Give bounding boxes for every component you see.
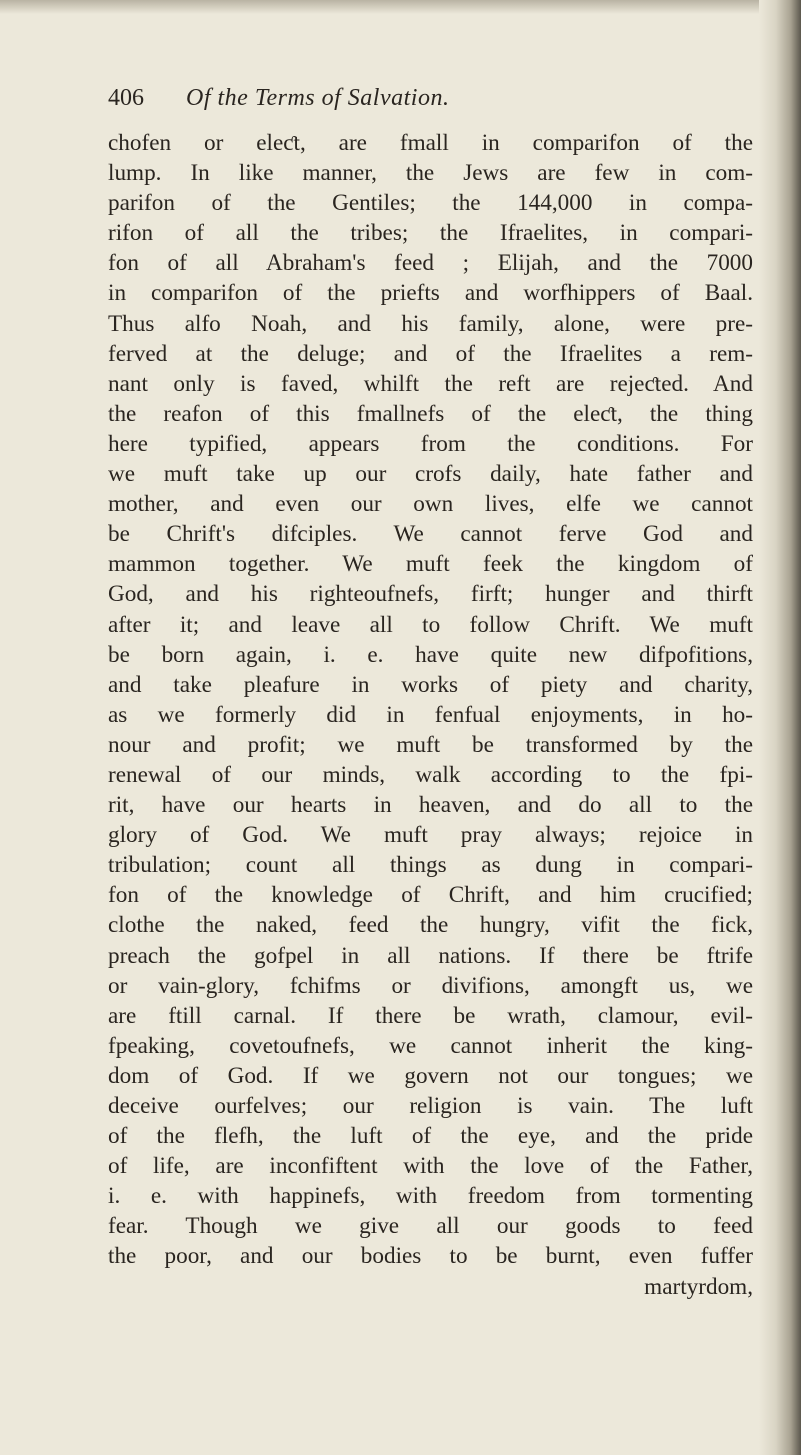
- text-line: be born again, i. e. have quite new difpofitions,: [108, 641, 753, 668]
- text-line: i. e. with happinefs, with freedom from tormenting: [108, 1183, 753, 1210]
- text-line: ferved at the deluge; and of the Ifraelites a rem-: [108, 340, 753, 367]
- text-line: fear. Though we give all our goods to feed: [108, 1213, 753, 1240]
- text-line: fon of all Abraham's feed ; Elijah, and the 7000: [108, 250, 753, 277]
- text-line: or vain-glory, fchifms or divifions, amongft us, we: [108, 972, 753, 999]
- text-line: Thus alfo Noah, and his family, alone, were pre-: [108, 310, 753, 337]
- text-line: here typified, appears from the conditions. For: [108, 430, 753, 457]
- text-line: renewal of our minds, walk according to the fpi-: [108, 761, 753, 788]
- text-line: fpeaking, covetoufnefs, we cannot inherit the king-: [108, 1032, 753, 1059]
- text-line: preach the gofpel in all nations. If there be ftrife: [108, 942, 753, 969]
- text-line: tribulation; count all things as dung in compari-: [108, 852, 753, 879]
- text-line: of the flefh, the luft of the eye, and the pride: [108, 1123, 753, 1150]
- text-line: chofen or eleƈt, are fmall in comparifon of the: [108, 130, 753, 156]
- text-line: clothe the naked, feed the hungry, vifit the fick,: [108, 912, 753, 939]
- running-head: [108, 85, 748, 125]
- text-line: lump. In like manner, the Jews are few in com-: [108, 160, 753, 187]
- text-line: be Chrift's difciples. We cannot ferve God and: [108, 521, 753, 548]
- text-line: in comparifon of the priefts and worfhippers of Baal.: [108, 280, 753, 307]
- text-line: the poor, and our bodies to be burnt, even fuffer: [108, 1243, 753, 1270]
- text-line: parifon of the Gentiles; the 144,000 in compa-: [108, 190, 753, 217]
- body-text: [108, 128, 753, 1302]
- text-line: rifon of all the tribes; the Ifraelites, in compari-: [108, 220, 753, 247]
- text-line: the reafon of this fmallnefs of the eleƈt, the thing: [108, 400, 753, 427]
- page-top-edge: [0, 0, 801, 14]
- page-number: 406: [108, 85, 144, 111]
- text-line: mammon together. We muft feek the kingdom of: [108, 551, 753, 578]
- text-line: God, and his righteoufnefs, firft; hunger and thirft: [108, 581, 753, 608]
- text-line: glory of God. We muft pray always; rejoice in: [108, 822, 753, 849]
- text-line: nant only is faved, whilft the reft are rejeƈted. And: [108, 370, 753, 397]
- text-line: are ftill carnal. If there be wrath, clamour, evil-: [108, 1002, 753, 1029]
- text-line: after it; and leave all to follow Chrift. We muft: [108, 611, 753, 638]
- running-title: Of the Terms of Salvation.: [186, 85, 450, 111]
- text-line: as we formerly did in fenfual enjoyments, in ho-: [108, 701, 753, 728]
- text-line: fon of the knowledge of Chrift, and him crucified;: [108, 882, 753, 909]
- text-line: we muft take up our crofs daily, hate father and: [108, 461, 753, 488]
- text-line: dom of God. If we govern not our tongues; we: [108, 1062, 753, 1089]
- text-line: martyrdom,: [644, 1273, 753, 1300]
- text-line: nour and profit; we muft be transformed by the: [108, 731, 753, 758]
- text-line: rit, have our hearts in heaven, and do all to the: [108, 792, 753, 819]
- text-line: and take pleafure in works of piety and charity,: [108, 671, 753, 698]
- text-line: mother, and even our own lives, elfe we cannot: [108, 491, 753, 518]
- text-line: deceive ourfelves; our religion is vain. The luft: [108, 1093, 753, 1119]
- text-line: of life, are inconfiftent with the love of the Father,: [108, 1153, 753, 1180]
- book-spine-shadow: [759, 0, 801, 1455]
